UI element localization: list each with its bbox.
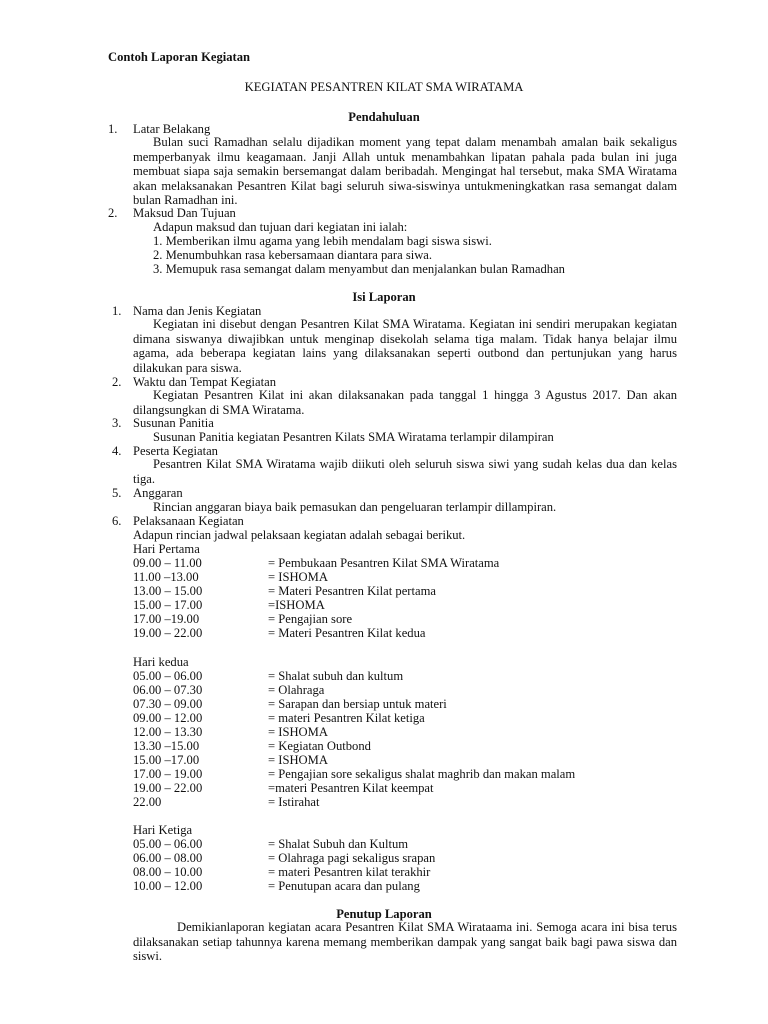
schedule-time: 11.00 –13.00: [133, 570, 199, 584]
paragraph-text: Rincian anggaran biaya baik pemasukan dan pengeluaran terlampir dillampiran.: [153, 500, 557, 514]
schedule-day-label: Hari kedua: [133, 655, 189, 669]
list-number: 3.: [112, 416, 122, 430]
schedule-time: 22.00: [133, 795, 162, 809]
schedule-day-label: Hari Pertama: [133, 542, 200, 556]
list-item: 2. Menumbuhkan rasa kebersamaan diantara para siwa.: [153, 248, 433, 262]
schedule-activity: =materi Pesantren Kilat keempat: [268, 781, 434, 795]
subsection-title: Nama dan Jenis Kegiatan: [133, 304, 262, 318]
subsection-title: Susunan Panitia: [133, 416, 214, 430]
section-heading-pendahuluan: Pendahuluan: [348, 110, 420, 124]
subsection-title: Waktu dan Tempat Kegiatan: [133, 375, 277, 389]
paragraph-latar-belakang: [133, 135, 677, 208]
schedule-activity: = Shalat Subuh dan Kultum: [268, 837, 409, 851]
subsection-title: Anggaran: [133, 486, 183, 500]
schedule-activity: =ISHOMA: [268, 598, 325, 612]
list-item: 3. Memupuk rasa semangat dalam menyambut dan menjalankan bulan Ramadhan: [153, 262, 565, 276]
section-heading-isi: Isi Laporan: [352, 290, 416, 304]
schedule-activity: = ISHOMA: [268, 570, 328, 584]
paragraph-text: Demikianlaporan kegiatan acara Pesantren Kilat SMA Wirataama ini. Semoga acara ini bisa terus dilaksanakan setiap tahunnya karena memang memberikan dampak yang sangat baik bagi pawa siswa dan siswi.: [133, 920, 677, 964]
schedule-time: 15.00 –17.00: [133, 753, 200, 767]
paragraph-text: Pesantren Kilat SMA Wiratama wajib diikuti oleh seluruh siswa siwi yang sudah kelas dua dan kelas tiga.: [133, 457, 677, 486]
schedule-time: 13.00 – 15.00: [133, 584, 203, 598]
schedule-activity: = Istirahat: [268, 795, 320, 809]
schedule-time: 12.00 – 13.30: [133, 725, 203, 739]
list-number: 5.: [112, 486, 122, 500]
schedule-activity: = Penutupan acara dan pulang: [268, 879, 420, 893]
list-number: 1.: [108, 122, 118, 136]
schedule-time: 08.00 – 10.00: [133, 865, 203, 879]
subsection-title: Latar Belakang: [133, 122, 211, 136]
schedule-time: 19.00 – 22.00: [133, 626, 203, 640]
schedule-time: 05.00 – 06.00: [133, 669, 203, 683]
subsection-title: Maksud Dan Tujuan: [133, 206, 236, 220]
schedule-activity: = Sarapan dan bersiap untuk materi: [268, 697, 447, 711]
schedule-time: 06.00 – 07.30: [133, 683, 203, 697]
paragraph-text: Kegiatan ini disebut dengan Pesantren Kilat SMA Wiratama. Kegiatan ini sendiri merupakan kegiatan dimana siswanya diwajibkan untuk menginap disekolah selama tiga malam. Tidak hanya belajar ilmu agama, ada beberapa kegiatan lains yang dilaksanakan seperti outbond dan pertunjukan yang harus dilakukan para siswa.: [133, 317, 677, 375]
schedule-activity: = materi Pesantren kilat terakhir: [268, 865, 431, 879]
schedule-activity: = Olahraga pagi sekaligus srapan: [268, 851, 436, 865]
list-number: 4.: [112, 444, 122, 458]
document-title: KEGIATAN PESANTREN KILAT SMA WIRATAMA: [244, 80, 524, 94]
paragraph-text: Adapun rincian jadwal pelaksaan kegiatan adalah sebagai berikut.: [133, 528, 466, 542]
schedule-activity: = materi Pesantren Kilat ketiga: [268, 711, 425, 725]
document-label: Contoh Laporan Kegiatan: [108, 50, 251, 64]
schedule-time: 10.00 – 12.00: [133, 879, 203, 893]
paragraph-nama-kegiatan: [133, 317, 677, 375]
paragraph-text: Bulan suci Ramadhan selalu dijadikan moment yang tepat dalam menambah amalan baik sekaligus memperbanyak ilmu keagamaan. Janji Allah untuk menambahkan lipatan pahala pada bulan ini juga membuat siapa saja semakin bersemangat dalam beribadah. Mengingat hal tersebut, maka SMA Wiratama akan melaksanakan Pesantren Kilat bagi seluruh siwa-siswinya untukmeningkatkan rasa semangat dalam bulan Ramadhan ini.: [133, 135, 677, 208]
schedule-activity: = Pengajian sore: [268, 612, 353, 626]
schedule-time: 05.00 – 06.00: [133, 837, 203, 851]
schedule-day-label: Hari Ketiga: [133, 823, 193, 837]
list-item: 1. Memberikan ilmu agama yang lebih mendalam bagi siswa siswi.: [153, 234, 492, 248]
section-heading-penutup: Penutup Laporan: [336, 907, 432, 921]
schedule-time: 07.30 – 09.00: [133, 697, 203, 711]
schedule-time: 15.00 – 17.00: [133, 598, 203, 612]
schedule-time: 09.00 – 11.00: [133, 556, 202, 570]
schedule-activity: = Shalat subuh dan kultum: [268, 669, 404, 683]
schedule-time: 13.30 –15.00: [133, 739, 200, 753]
schedule-activity: = ISHOMA: [268, 725, 328, 739]
schedule-activity: = ISHOMA: [268, 753, 328, 767]
schedule-time: 17.00 – 19.00: [133, 767, 203, 781]
schedule-time: 09.00 – 12.00: [133, 711, 203, 725]
schedule-time: 19.00 – 22.00: [133, 781, 203, 795]
schedule-activity: = Materi Pesantren Kilat pertama: [268, 584, 436, 598]
paragraph-text: Adapun maksud dan tujuan dari kegiatan ini ialah:: [153, 220, 408, 234]
schedule-activity: = Kegiatan Outbond: [268, 739, 371, 753]
list-number: 2.: [112, 375, 122, 389]
list-number: 6.: [112, 514, 122, 528]
schedule-activity: = Materi Pesantren Kilat kedua: [268, 626, 426, 640]
paragraph-peserta: [133, 457, 677, 486]
paragraph-text: Kegiatan Pesantren Kilat ini akan dilaksanakan pada tanggal 1 hingga 3 Agustus 2017. Dan akan dilangsungkan di SMA Wiratama.: [133, 388, 677, 417]
subsection-title: Pelaksanaan Kegiatan: [133, 514, 244, 528]
paragraph-text: Susunan Panitia kegiatan Pesantren Kilats SMA Wiratama terlampir dilampiran: [153, 430, 554, 444]
paragraph-penutup: [133, 920, 677, 964]
paragraph-waktu: [133, 388, 677, 417]
list-number: 1.: [112, 304, 122, 318]
schedule-activity: = Pengajian sore sekaligus shalat maghrib dan makan malam: [268, 767, 576, 781]
schedule-time: 17.00 –19.00: [133, 612, 200, 626]
schedule-activity: = Olahraga: [268, 683, 325, 697]
schedule-time: 06.00 – 08.00: [133, 851, 203, 865]
schedule-activity: = Pembukaan Pesantren Kilat SMA Wiratama: [268, 556, 500, 570]
subsection-title: Peserta Kegiatan: [133, 444, 218, 458]
list-number: 2.: [108, 206, 118, 220]
